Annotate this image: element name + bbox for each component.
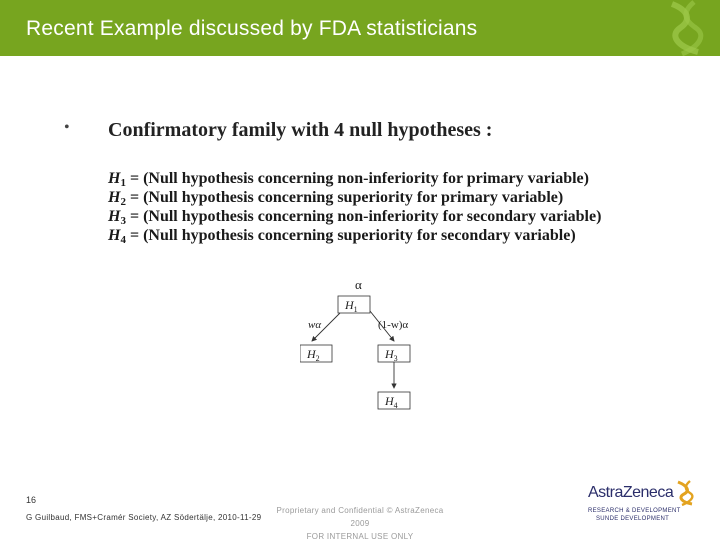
node-h1-label: $H_1$: [345, 298, 358, 314]
edge-right-label: (1-w)α: [378, 319, 409, 331]
astrazeneca-helix-icon: [658, 0, 714, 56]
hypothesis-post: variable): [523, 170, 589, 187]
hypothesis-mid: for: [412, 227, 441, 244]
hypothesis-list: [108, 169, 601, 245]
edge-left-label: wα: [308, 319, 322, 331]
confidential-notice: [270, 504, 450, 543]
hypothesis-post: variable): [536, 208, 602, 225]
hypothesis-mid: for: [438, 170, 467, 187]
page-number: 16: [26, 495, 37, 505]
brand-subtitle-2: SUNDE DEVELOPMENT: [596, 516, 670, 522]
confidential-line: Proprietary and Confidential © AstraZeneca 2009: [276, 506, 444, 528]
hypothesis-symbol: H: [108, 189, 121, 206]
slide-title: Recent Example discussed by FDA statisticians: [26, 17, 478, 40]
footer-author: G Guilbaud, FMS+Cramér Society, AZ Södertälje, 2010-11-29: [26, 513, 262, 522]
hypothesis-pre: = (Null hypothesis concerning: [125, 189, 338, 206]
hypothesis-index: 3: [120, 215, 126, 227]
hypothesis-type: superiority: [337, 189, 413, 206]
astrazeneca-helix-icon: [674, 480, 696, 506]
hypothesis-variable: primary: [441, 189, 498, 206]
internal-use-line: FOR INTERNAL USE ONLY: [306, 532, 414, 541]
brand-subtitle: RESEARCH & DEVELOPMENT: [588, 508, 681, 514]
hypothesis-type: non-inferiority: [337, 170, 439, 187]
bullet-text: Confirmatory family with 4 null hypotheses :: [108, 119, 493, 141]
hypothesis-line: [108, 226, 601, 245]
hypothesis-symbol: H: [108, 227, 121, 244]
hypothesis-type: superiority: [337, 227, 413, 244]
hypothesis-variable: primary: [466, 170, 524, 187]
node-h3-label: $H_3$: [385, 347, 398, 363]
node-h2-label: $H_2$: [307, 347, 320, 363]
node-h4-label: $H_4$: [385, 394, 398, 410]
hypothesis-line: [108, 169, 601, 188]
hypothesis-symbol: H: [108, 170, 121, 187]
hypothesis-variable: secondary: [441, 227, 511, 244]
hypothesis-mid: for: [412, 189, 441, 206]
hypothesis-line: [108, 207, 601, 226]
hypothesis-type: non-inferiority: [337, 208, 439, 225]
hypothesis-symbol: H: [108, 208, 121, 225]
hypothesis-variable: secondary: [466, 208, 537, 225]
hypothesis-index: 4: [120, 234, 126, 246]
hypothesis-pre: = (Null hypothesis concerning: [125, 227, 338, 244]
hypothesis-post: variable): [497, 189, 564, 206]
alpha-label: α: [355, 277, 362, 292]
slide-header: [0, 0, 720, 56]
hypothesis-pre: = (Null hypothesis concerning: [125, 208, 338, 225]
brand-name: AstraZeneca: [588, 484, 674, 501]
bullet-dot: •: [64, 119, 70, 136]
hypothesis-pre: = (Null hypothesis concerning: [125, 170, 338, 187]
hypothesis-index: 1: [120, 177, 126, 189]
hypothesis-index: 2: [120, 196, 126, 208]
brand-logo: [586, 478, 706, 526]
hypothesis-post: variable): [510, 227, 576, 244]
hypothesis-mid: for: [438, 208, 467, 225]
hypothesis-line: [108, 188, 601, 207]
hypothesis-graph: [300, 275, 440, 425]
